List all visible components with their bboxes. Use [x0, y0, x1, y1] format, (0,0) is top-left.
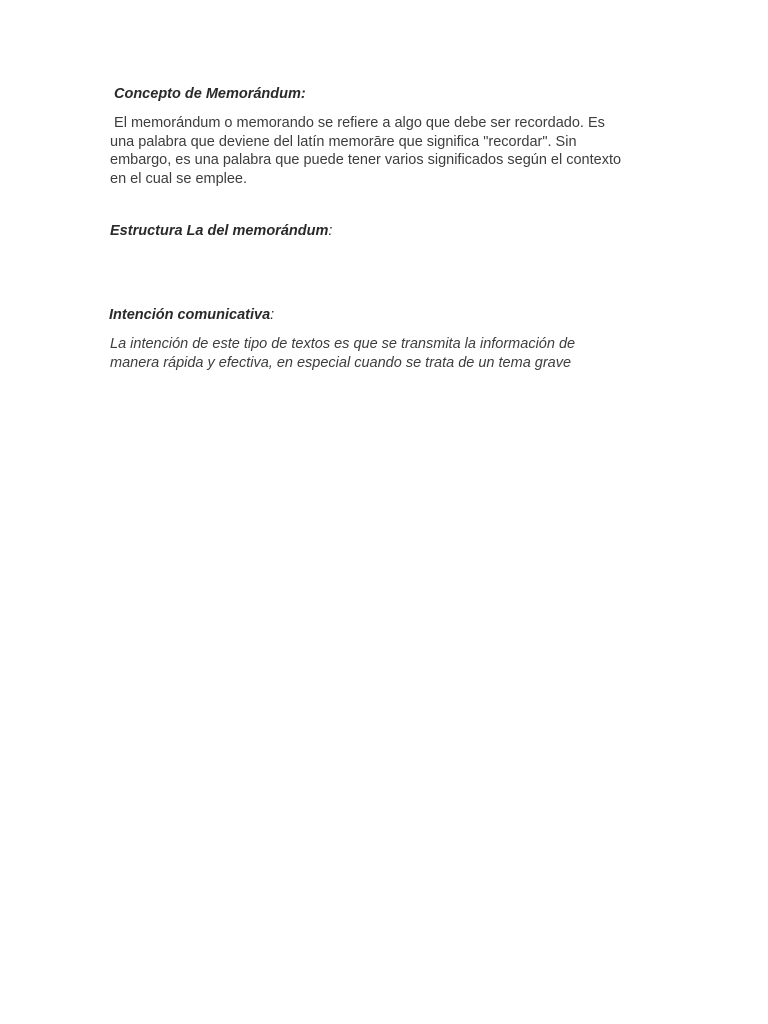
- paragraph-concepto-line: en el cual se emplee.: [110, 170, 248, 187]
- paragraph-intencion: [110, 335, 670, 372]
- paragraph-concepto-line: El memorándum o memorando se refiere a algo que debe ser recordado. Es: [110, 115, 605, 131]
- paragraph-concepto-line: embargo, es una palabra que puede tener varios significados según el contexto: [110, 152, 622, 168]
- paragraph-intencion-line: manera rápida y efectiva, en especial cuando se trata de un tema grave: [110, 354, 572, 371]
- heading-intencion-colon: :: [270, 307, 275, 323]
- paragraph-concepto-line: una palabra que deviene del latín memorāre que significa "recordar". Sin: [110, 133, 577, 150]
- heading-intencion: [109, 307, 274, 323]
- heading-intencion-text: Intención comunicativa: [109, 307, 271, 323]
- heading-concepto-colon: :: [300, 86, 306, 102]
- heading-concepto-text: Concepto de Memorándum: [114, 86, 301, 102]
- heading-concepto: [114, 86, 306, 102]
- heading-estructura-text: Estructura La del memorándum: [110, 223, 329, 239]
- paragraph-intencion-line: La intención de este tipo de textos es que se transmita la información de: [110, 336, 576, 352]
- paragraph-concepto: [110, 114, 670, 188]
- heading-estructura: [110, 223, 332, 239]
- heading-estructura-colon: :: [328, 223, 333, 239]
